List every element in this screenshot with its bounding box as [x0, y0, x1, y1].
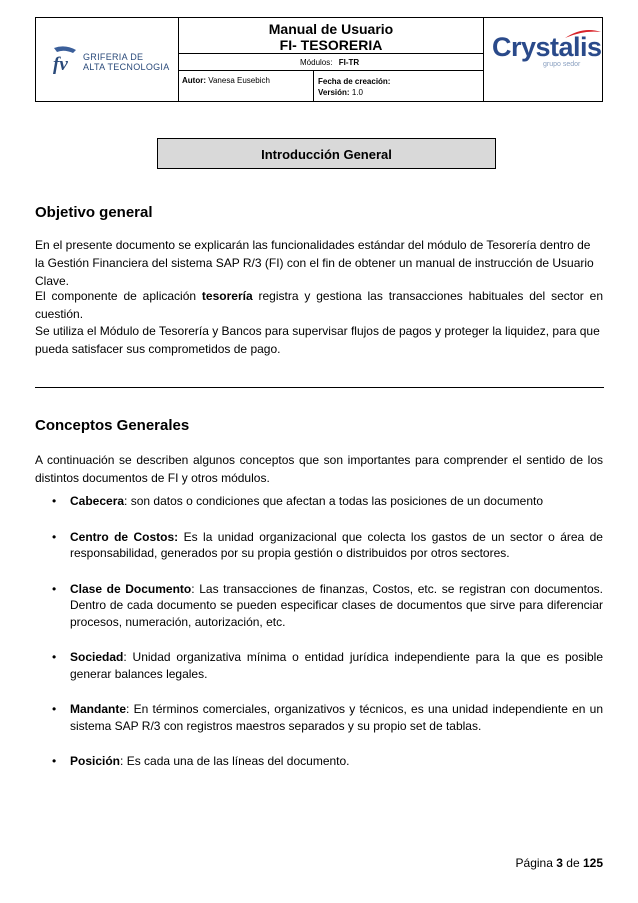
author-field: Autor: Vanesa Eusebich	[179, 71, 314, 102]
list-item: • Mandante: En términos comerciales, organizativos y técnicos, es una unidad independiente en un sistema SAP R/3 con registros maestros separados y su propio set de tablas.	[70, 701, 603, 734]
date-version-field: Fecha de creación: Versión: 1.0	[318, 77, 391, 97]
objetivo-paragraph-3: Se utiliza el Módulo de Tesorería y Bancos para supervisar flujos de pagos y proteger la liquidez, para que pueda satisfacer sus comprometidos de pago.	[35, 324, 600, 356]
objetivo-paragraph-1: En el presente documento se explicarán las funcionalidades estándar del módulo de Tesorería dentro de la Gestión Financiera del sistema SAP R/3 (FI) con el fin de obtener un manual de instrucción de Usuario Clave.	[35, 238, 594, 288]
svg-text:fv: fv	[53, 54, 68, 74]
conceptos-intro: A continuación se describen algunos conceptos que son importantes para comprender el sentido de los distintos documentos de FI y otros módulos.	[35, 453, 603, 485]
section-title-box: Introducción General	[157, 138, 496, 169]
document-title: Manual de Usuario FI- TESORERIA	[179, 18, 483, 54]
objetivo-heading: Objetivo general	[35, 204, 153, 221]
list-item: • Sociedad: Unidad organizativa mínima o entidad jurídica independiente para la que es posible generar balances legales.	[70, 649, 603, 682]
concepts-list	[70, 493, 603, 789]
list-item: • Clase de Documento: Las transacciones de finanzas, Costos, etc. se registran con documentos. Dentro de cada documento se pueden especificar clases de documentos que sirve para diferenciar procesos, numeración, autorización, etc.	[70, 581, 603, 631]
section-divider	[35, 387, 604, 388]
fv-logo-icon	[51, 44, 79, 74]
company-logo-right: Crystalis grupo sedor	[483, 18, 603, 102]
document-header	[35, 17, 603, 102]
logo-left-text: GRIFERIA DE ALTA TECNOLOGIA	[83, 52, 170, 72]
swoosh-icon	[563, 28, 603, 40]
modules-row: Módulos: FI-TR	[179, 54, 483, 71]
company-logo-left	[36, 18, 179, 102]
objetivo-paragraph-2: El componente de aplicación tesorería registra y gestiona las transacciones habituales del sector en cuestión.	[35, 289, 603, 321]
conceptos-heading: Conceptos Generales	[35, 417, 190, 434]
list-item: • Centro de Costos: Es la unidad organizacional que colecta los gastos de un sector o área de responsabilidad, generados por su propia gestión o distribuidos por otros sectores.	[70, 529, 603, 562]
list-item: • Cabecera: son datos o condiciones que afectan a todas las posiciones de un documento	[70, 493, 603, 510]
list-item: • Posición: Es cada una de las líneas del documento.	[70, 753, 603, 770]
page-footer: Página 3 de 125	[515, 856, 603, 870]
